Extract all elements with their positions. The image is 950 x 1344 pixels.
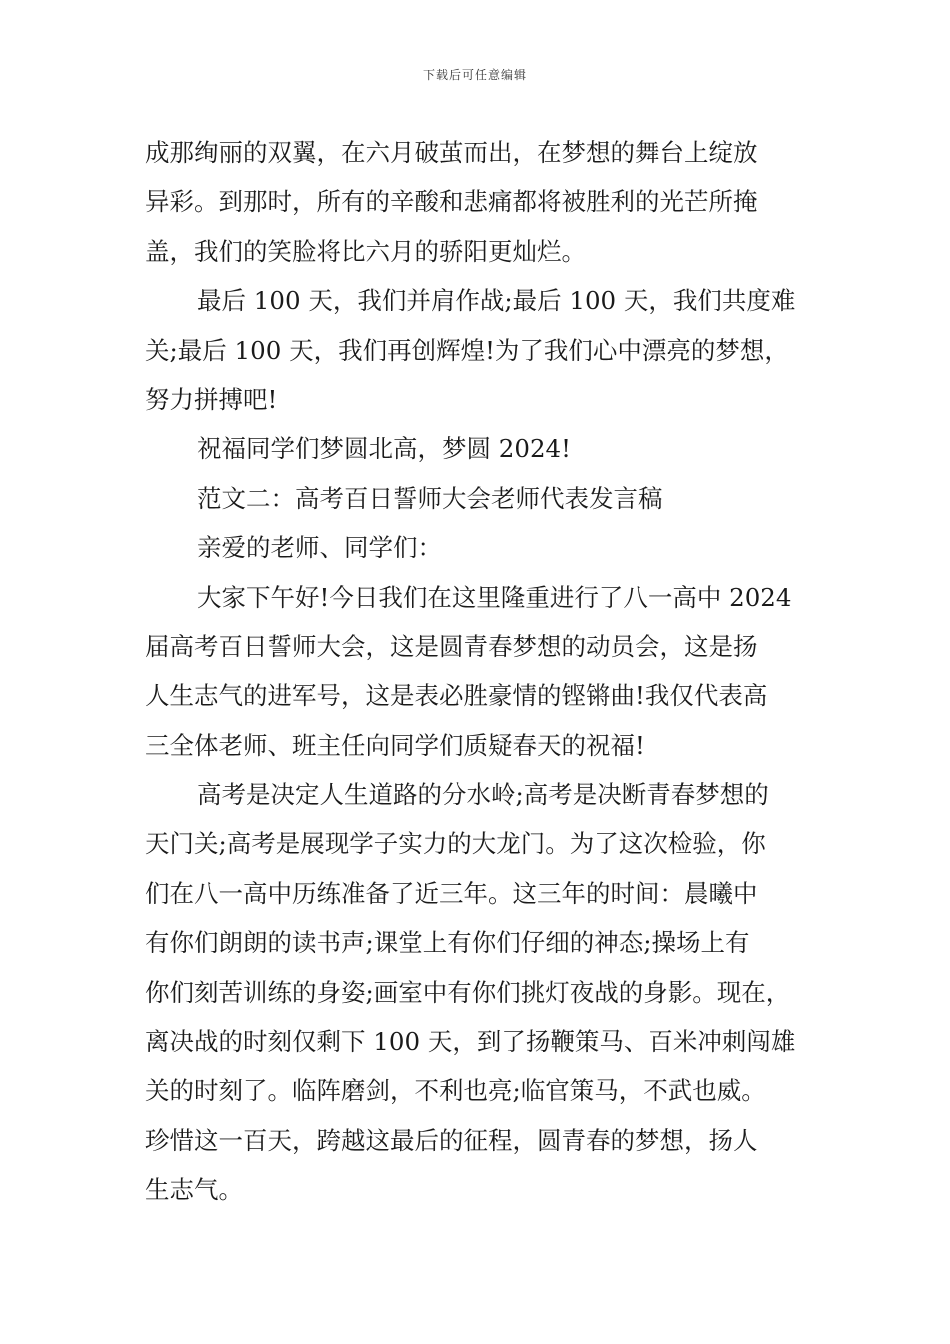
- text-line: 努力拼搏吧!: [145, 384, 278, 414]
- salutation: 亲爱的老师、同学们：: [197, 533, 442, 563]
- text-line: 祝福同学们梦圆北高，梦圆 2024!: [197, 434, 571, 464]
- text-line: 异彩。到那时，所有的辛酸和悲痛都将被胜利的光芒所掩: [145, 187, 758, 217]
- text-line: 关的时刻了。临阵磨剑，不利也亮;临官策马，不武也威。: [145, 1076, 766, 1106]
- text-line: 最后 100 天，我们并肩作战;最后 100 天，我们共度难: [197, 286, 796, 316]
- text-line: 们在八一高中历练准备了近三年。这三年的时间：晨曦中: [145, 878, 758, 908]
- text-line: 生志气。: [145, 1175, 243, 1205]
- text-line: 有你们朗朗的读书声;课堂上有你们仔细的神态;操场上有: [145, 928, 750, 958]
- text-line: 盖，我们的笑脸将比六月的骄阳更灿烂。: [145, 236, 586, 266]
- text-line: 人生志气的进军号，这是表必胜豪情的铿锵曲!我仅代表高: [145, 681, 768, 711]
- text-line: 大家下午好!今日我们在这里隆重进行了八一高中 2024: [197, 582, 792, 612]
- page-header: 下载后可任意编辑: [422, 68, 527, 82]
- text-line: 天门关;高考是展现学子实力的大龙门。为了这次检验，你: [145, 829, 766, 859]
- text-line: 三全体老师、班主任向同学们质疑春天的祝福!: [145, 730, 645, 760]
- section-title: 范文二：高考百日誓师大会老师代表发言稿: [197, 483, 663, 513]
- text-line: 离决战的时刻仅剩下 100 天，到了扬鞭策马、百米冲刺闯雄: [145, 1027, 796, 1057]
- text-line: 珍惜这一百天，跨越这最后的征程，圆青春的梦想，扬人: [145, 1125, 758, 1155]
- text-line: 你们刻苦训练的身姿;画室中有你们挑灯夜战的身影。现在，: [145, 977, 791, 1007]
- text-line: 高考是决定人生道路的分水岭;高考是决断青春梦想的: [197, 780, 769, 810]
- text-line: 关;最后 100 天，我们再创辉煌!为了我们心中漂亮的梦想，: [145, 335, 789, 365]
- text-line: 届高考百日誓师大会，这是圆青春梦想的动员会，这是扬: [145, 631, 758, 661]
- document-body: [145, 128, 809, 1215]
- text-line: 成那绚丽的双翼，在六月破茧而出，在梦想的舞台上绽放: [145, 138, 758, 167]
